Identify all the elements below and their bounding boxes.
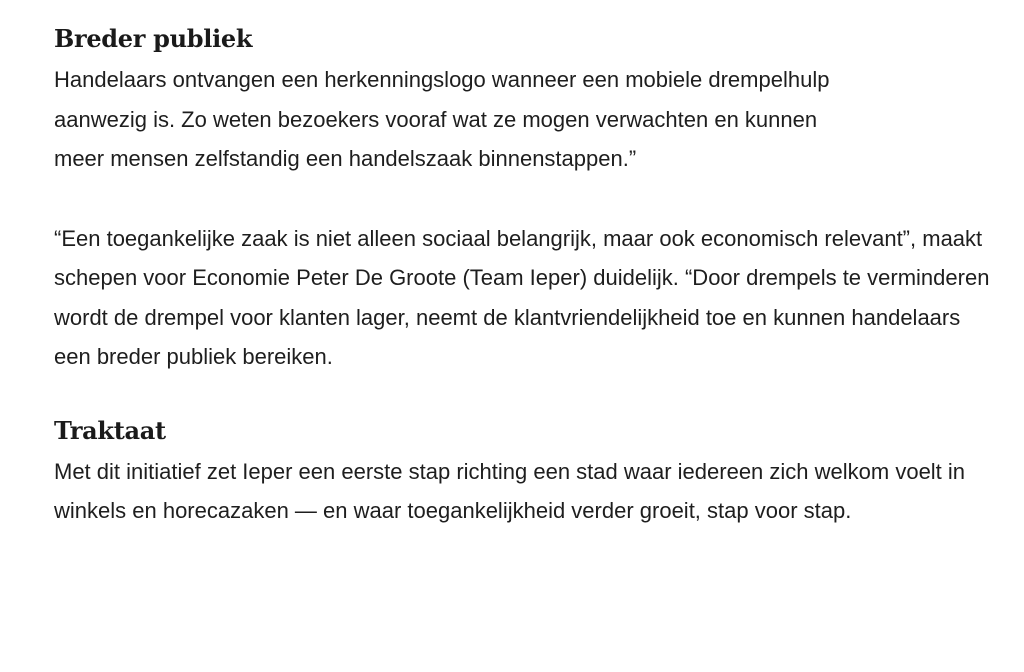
paragraph-quote-schepen: “Een toegankelijke zaak is niet alleen sociaal belangrijk, maar ook economisch relevant”, maakt schepen voor Economie Peter De Groote (Team Ieper) duidelijk. “Door drempels te verminderen wordt de drempel voor klanten lager, neemt de klantvriendelijkheid toe en kunnen handelaars een breder publiek bereiken. xyxy=(54,225,990,369)
article-body xyxy=(54,22,994,531)
paragraph-herkenningslogo: Handelaars ontvangen een herkenningslogo wanneer een mobiele drempelhulp aanwezig is. Zo weten bezoekers vooraf wat ze mogen verwachten en kunnen meer mensen zelfstandig een handelszaak binnenstappen.” xyxy=(54,67,830,171)
section-spacer xyxy=(54,377,994,414)
paragraph-spacer xyxy=(54,179,994,219)
section-heading-traktaat: Traktaat xyxy=(54,415,166,445)
section-heading-breder-publiek: Breder publiek xyxy=(54,24,253,53)
paragraph-initiatief: Met dit initiatief zet Ieper een eerste stap richting een stad waar iedereen zich welkom voelt in winkels en horecazaken — en waar toegankelijkheid verder groeit, stap voor stap. xyxy=(54,458,966,523)
